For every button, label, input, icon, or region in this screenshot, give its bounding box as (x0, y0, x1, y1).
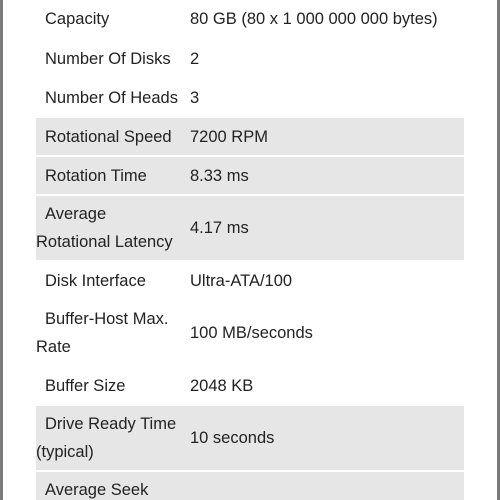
spec-row-average-rotational-latency (36, 195, 464, 261)
spec-row-buffer-size (36, 366, 464, 405)
spec-label: Average Seek (36, 471, 181, 500)
spec-label: Number Of Disks (45, 49, 171, 68)
spec-label: Buffer-Host Max. Rate (36, 310, 169, 356)
spec-label: Average Rotational Latency (36, 195, 181, 261)
spec-label: Rotational Speed (36, 117, 181, 156)
spec-label: Buffer Size (45, 376, 126, 395)
spec-value: 2048 KB (190, 376, 254, 395)
spec-value: 100 MB/seconds (190, 324, 313, 342)
spec-value: 3 (190, 88, 200, 107)
drive-specifications-table (36, 0, 464, 500)
spec-value: Ultra-ATA/100 (190, 271, 293, 290)
spec-row-rotation-time (36, 156, 464, 195)
spec-label: Drive Ready Time (typical) (36, 405, 181, 471)
spec-row-number-of-disks (36, 39, 464, 78)
spec-label: Capacity (45, 10, 110, 28)
spec-value: 7200 RPM (181, 117, 464, 156)
spec-value: 80 GB (80 x 1 000 000 000 bytes) (190, 10, 438, 28)
spec-value (181, 471, 464, 500)
spec-label: Disk Interface (45, 271, 146, 290)
spec-row-average-seek (36, 471, 464, 500)
spec-value: 4.17 ms (181, 195, 464, 261)
spec-row-number-of-heads (36, 78, 464, 117)
spec-row-buffer-host-max-rate (36, 300, 464, 366)
spec-row-rotational-speed (36, 117, 464, 156)
spec-value: 2 (190, 49, 200, 68)
spec-row-capacity (36, 0, 464, 39)
spec-label: Number Of Heads (45, 88, 178, 107)
spec-value: 8.33 ms (181, 156, 464, 195)
spec-label: Rotation Time (36, 156, 181, 195)
spec-value: 10 seconds (181, 405, 464, 471)
left-frame-border (0, 0, 3, 500)
spec-row-drive-ready-time (36, 405, 464, 471)
spec-row-disk-interface (36, 261, 464, 300)
